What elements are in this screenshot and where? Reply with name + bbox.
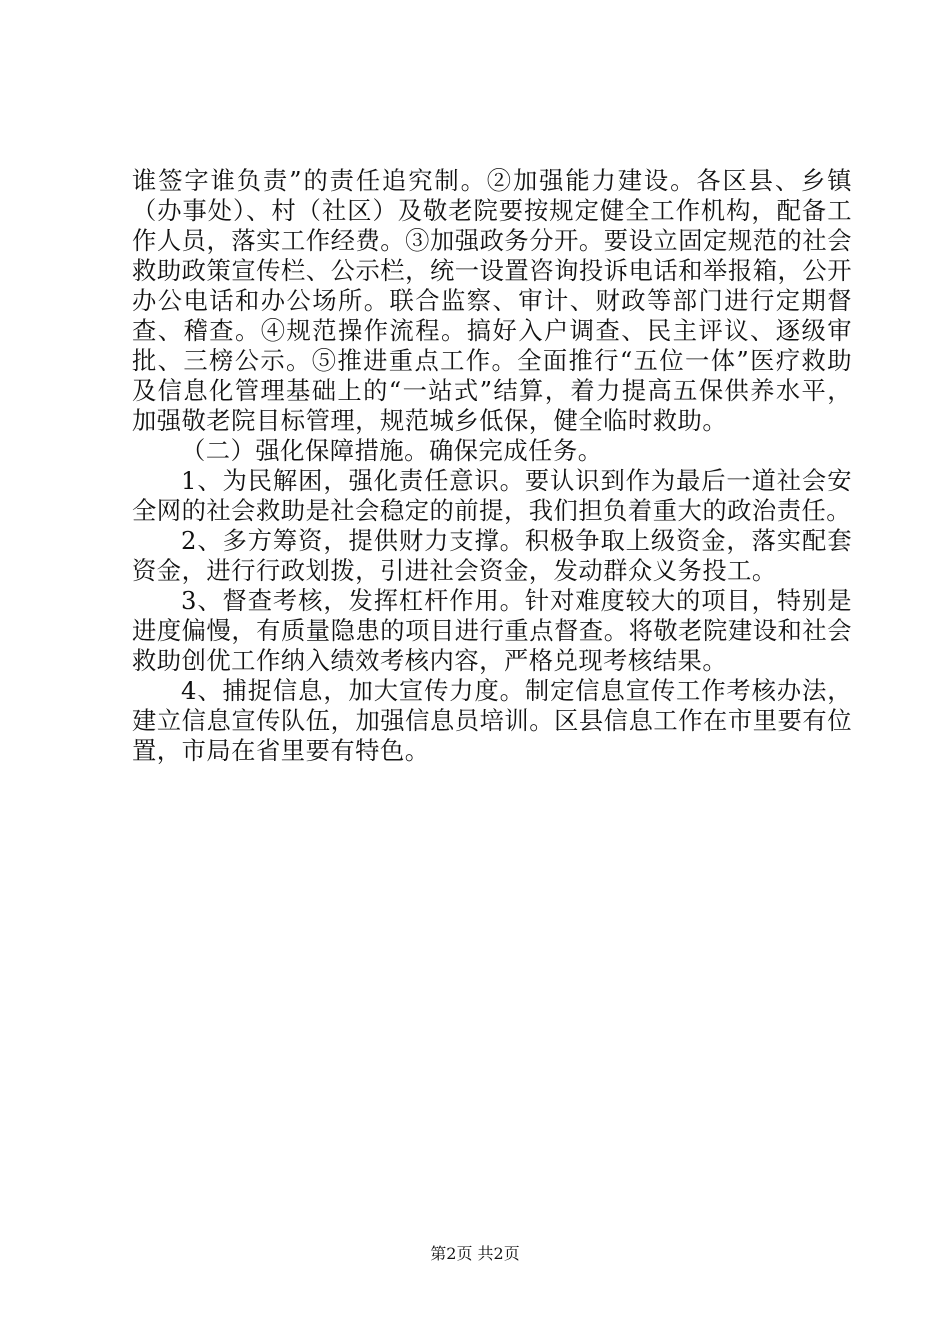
section-heading-2: （二）强化保障措施。确保完成任务。 [181, 436, 603, 465]
page-number: 第2页 共2页 [430, 1244, 520, 1263]
list-item-3: 3、督查考核，发挥杠杆作用。针对难度较大的项目，特别是进度偏慢，有质量隐患的项目进行重点督查。将敬老院建设和社会救助创优工作纳入绩效考核内容，严格兑现考核结果。 [132, 586, 852, 675]
list-item-2: 2、多方筹资，提供财力支撑。积极争取上级资金，落实配套资金，进行行政划拨，引进社会资金，发动群众义务投工。 [132, 526, 852, 585]
list-item-4: 4、捕捉信息，加大宣传力度。制定信息宣传工作考核办法，建立信息宣传队伍，加强信息员培训。区县信息工作在市里要有位置，市局在省里要有特色。 [132, 676, 852, 765]
list-item-1: 1、为民解困，强化责任意识。要认识到作为最后一道社会安全网的社会救助是社会稳定的前提，我们担负着重大的政治责任。 [132, 466, 852, 525]
page-footer [0, 1243, 950, 1265]
document-body [132, 166, 852, 766]
paragraph-continuation: 谁签字谁负责”的责任追究制。②加强能力建设。各区县、乡镇（办事处）、村（社区）及敬老院要按规定健全工作机构，配备工作人员，落实工作经费。③加强政务分开。要设立固定规范的社会救助政策宣传栏、公示栏，统一设置咨询投诉电话和举报箱，公开办公电话和办公场所。联合监察、审计、财政等部门进行定期督查、稽查。④规范操作流程。搞好入户调查、民主评议、逐级审批、三榜公示。⑤推进重点工作。全面推行“五位一体”医疗救助及信息化管理基础上的“一站式”结算，着力提高五保供养水平，加强敬老院目标管理，规范城乡低保，健全临时救助。 [132, 166, 852, 435]
